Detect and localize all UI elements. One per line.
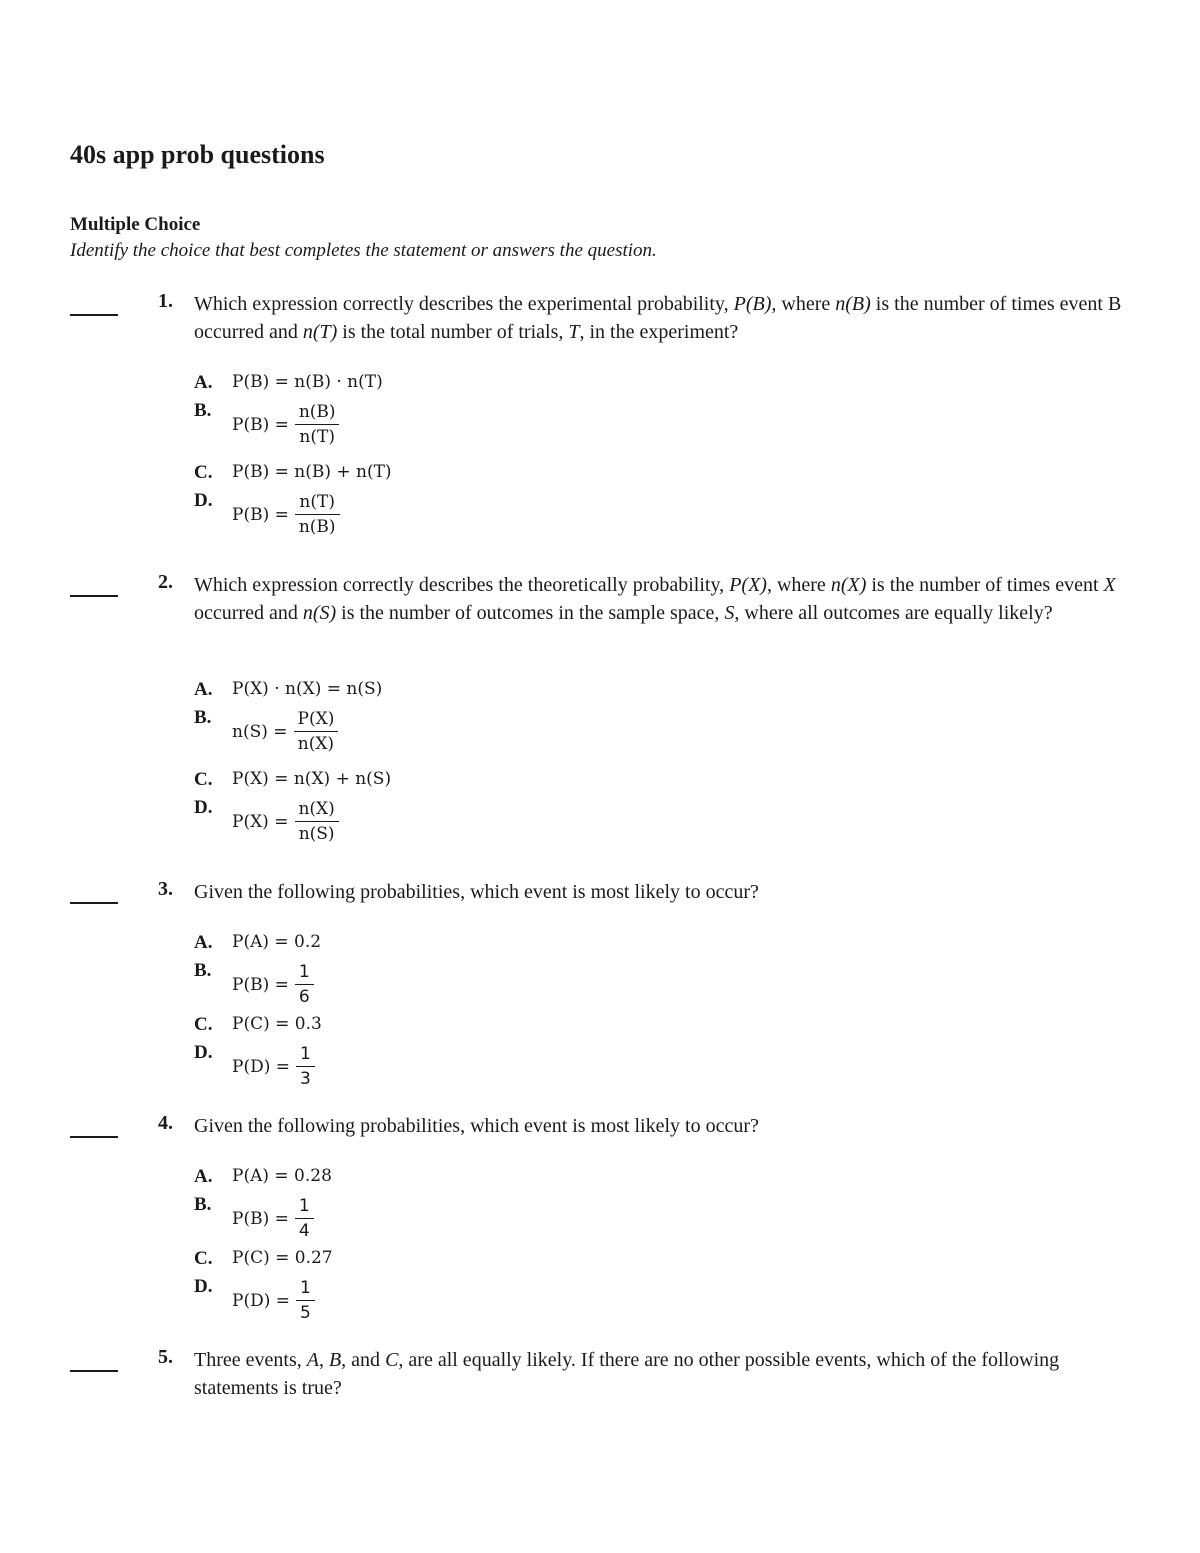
choice-expression: P(B) = $\frac{n(T)}{n(B)}$ [232, 492, 340, 537]
answer-blank[interactable] [70, 902, 118, 904]
question-number: 1. [158, 290, 173, 312]
choice-letter: A. [194, 932, 213, 953]
choice-expression: P(B) = $\frac{1}{6}$ [232, 962, 314, 1007]
question-text: Three events, A, B, and C, are all equally likely. If there are no other possible events, which of the following statements is true? [194, 1349, 1060, 1399]
choice-expression: P(C) = 0.27 [232, 1248, 333, 1268]
question-number: 5. [158, 1346, 173, 1368]
choice-letter: D. [194, 797, 213, 818]
choice-expression: P(A) = 0.2 [232, 932, 322, 952]
choice-expression: P(B) = $\frac{1}{4}$ [232, 1196, 314, 1241]
section-title: Multiple Choice [70, 214, 201, 235]
answer-blank[interactable] [70, 1136, 118, 1138]
choice-letter: B. [194, 400, 212, 421]
choice-letter: C. [194, 1014, 213, 1035]
choice-expression: P(C) = 0.3 [232, 1014, 322, 1034]
question-text: Given the following probabilities, which event is most likely to occur? [194, 881, 759, 903]
answer-blank[interactable] [70, 1370, 118, 1372]
choice-expression: P(A) = 0.28 [232, 1166, 332, 1186]
page-title: 40s app prob questions [70, 140, 325, 169]
choice-letter: A. [194, 1166, 213, 1187]
choice-expression: n(S) = $\frac{P(X)}{n(X)}$ [232, 709, 338, 754]
question-text: Which expression correctly describes the experimental probability, P(B), where n(B) is the number of times event B occurred and n(T) is the total number of trials, T, in the experiment? [194, 293, 1122, 343]
choice-letter: A. [194, 679, 213, 700]
fraction: $\frac{n(T)}{n(B)}$ [295, 492, 340, 537]
choice-letter: C. [194, 462, 213, 483]
choice-letter: C. [194, 769, 213, 790]
choice-expression: P(B) = $\frac{n(B)}{n(T)}$ [232, 402, 340, 447]
choice-expression: P(D) = $\frac{1}{5}$ [232, 1278, 315, 1323]
choice-letter: C. [194, 1248, 213, 1269]
choice-letter: B. [194, 1194, 212, 1215]
fraction: $\frac{n(B)}{n(T)}$ [295, 402, 340, 447]
choice-letter: B. [194, 960, 212, 981]
choice-expression: P(X) · n(X) = n(S) [232, 679, 383, 699]
question-number: 3. [158, 878, 173, 900]
fraction: $\frac{n(X)}{n(S)}$ [294, 799, 338, 844]
section-instructions: Identify the choice that best completes the statement or answers the question. [70, 240, 657, 261]
choice-letter: B. [194, 707, 212, 728]
fraction: $\frac{P(X)}{n(X)}$ [294, 709, 339, 754]
answer-blank[interactable] [70, 314, 118, 316]
fraction: $\frac{1}{5}$ [296, 1278, 315, 1323]
choice-expression: P(X) = $\frac{n(X)}{n(S)}$ [232, 799, 339, 844]
answer-blank[interactable] [70, 595, 118, 597]
choice-letter: D. [194, 1042, 213, 1063]
fraction: $\frac{1}{4}$ [295, 1196, 314, 1241]
question-number: 2. [158, 571, 173, 593]
choice-expression: P(D) = $\frac{1}{3}$ [232, 1044, 315, 1089]
choice-expression: P(B) = n(B) + n(T) [232, 462, 392, 482]
question-text: Which expression correctly describes the theoretically probability, P(X), where n(X) is the number of times event X occurred and n(S) is the number of outcomes in the sample space, S, where all outcomes are equally likely? [194, 574, 1116, 624]
question-number: 4. [158, 1112, 173, 1134]
fraction: $\frac{1}{6}$ [295, 962, 314, 1007]
choice-expression: P(X) = n(X) + n(S) [232, 769, 392, 789]
choice-letter: D. [194, 490, 213, 511]
choice-letter: D. [194, 1276, 213, 1297]
choice-letter: A. [194, 372, 213, 393]
fraction: $\frac{1}{3}$ [296, 1044, 315, 1089]
choice-expression: P(B) = n(B) · n(T) [232, 372, 383, 392]
question-text: Given the following probabilities, which event is most likely to occur? [194, 1115, 759, 1137]
